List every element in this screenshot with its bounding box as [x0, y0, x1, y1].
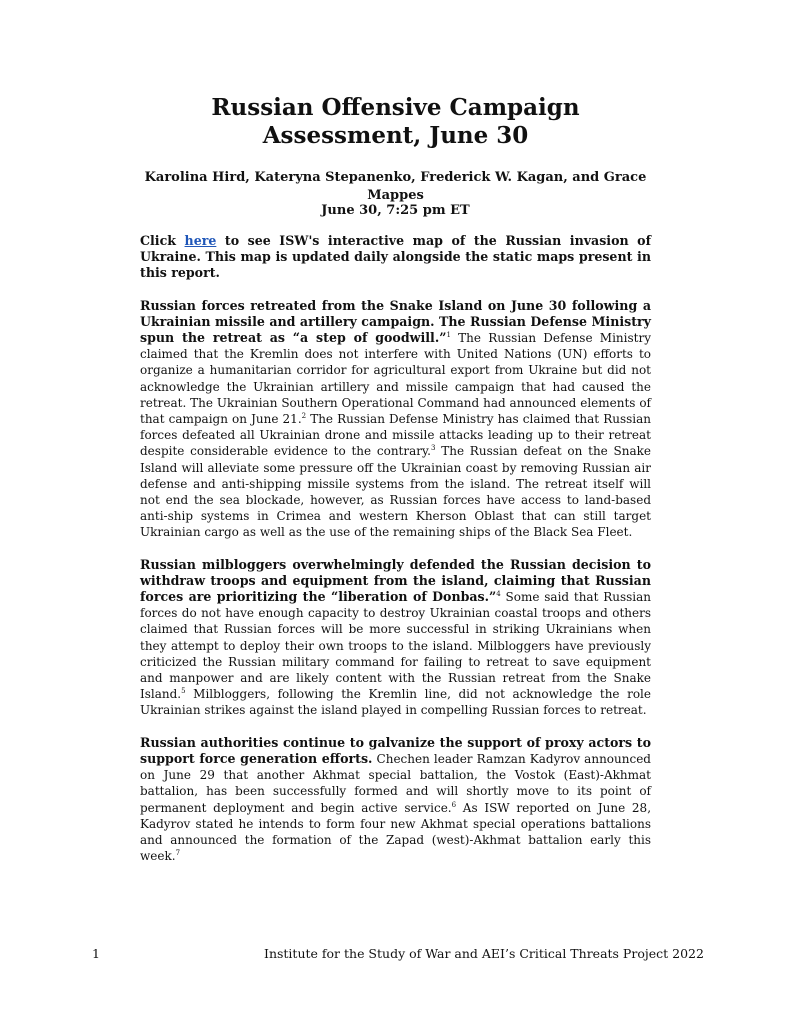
- paragraph-text: The Russian Defense Ministry has claimed that Russian forces defeated all Ukrainian drone and missile attacks leading up to their retreat despite considerable evidence to the contrary.: [140, 412, 651, 459]
- page-number: 1: [92, 946, 100, 961]
- paragraph-text: Some said that Russian forces do not have enough capacity to destroy Ukrainian coastal troops and others claimed that Russian forces will be more successful in striking Ukrainians when they attempt to deploy their own troops to the island. Milbloggers have previously criticized the Russian military command for failing to retreat to save equipment and manpower and are likely content with the Russian retreat from the Snake Island.: [140, 590, 651, 702]
- paragraph-text: Chechen leader Ramzan Kadyrov announced on June 29 that another Akhmat special battalion, the Vostok (East)-Akhmat battalion, has been successfully formed and will shortly move to its point of permanent deployment and begin active service.: [140, 751, 651, 815]
- footnote-ref[interactable]: 1: [446, 331, 451, 340]
- footnote-ref[interactable]: 3: [431, 444, 436, 453]
- interactive-map-intro: [140, 233, 651, 282]
- paragraph-proxy-actors: [140, 735, 651, 865]
- footnote-ref[interactable]: 2: [301, 412, 307, 421]
- report-body: [140, 233, 651, 880]
- footnote-ref[interactable]: 5: [181, 687, 186, 696]
- paragraph-lead: Russian forces retreated from the Snake Island on June 30 following a Ukrainian missile and artillery campaign. The Russian Defense Ministry spun the retreat as “a step of goodwill.”: [140, 297, 651, 346]
- interactive-map-link[interactable]: here: [184, 233, 217, 248]
- paragraph-lead: Russian authorities continue to galvanize the support of proxy actors to support force generation efforts.: [140, 734, 651, 766]
- paragraph-text: The Russian defeat on the Snake Island will alleviate some pressure off the Ukrainian coast by removing Russian air defense and anti-shipping missile systems from the island. The retreat itself will not end the sea blockade, however, as Russian forces have access to land-based anti-ship systems in Crimea and western Kherson Oblast that can still target Ukrainian cargo as well as the use of the remaining ships of the Black Sea Fleet.: [140, 444, 652, 540]
- title-line-2: Assessment, June 30: [262, 122, 529, 149]
- paragraph-snake-island: [140, 298, 651, 541]
- paragraph-milbloggers: [140, 557, 651, 719]
- intro-post: to see ISW's interactive map of the Russian invasion of Ukraine. This map is updated daily alongside the static maps present in this report.: [140, 233, 651, 281]
- paragraph-lead: Russian milbloggers overwhelmingly defended the Russian decision to withdraw troops and equipment from the island, claiming that Russian forces are prioritizing the “liberation of Donbas.”: [140, 556, 651, 605]
- paragraph-text: As ISW reported on June 28, Kadyrov stated he intends to form four new Akhmat special operations battalions and announced the formation of the Zapad (west)-Akhmat battalion early this week.: [140, 800, 652, 864]
- intro-pre: Click: [140, 233, 185, 248]
- footnote-ref[interactable]: 4: [496, 590, 501, 599]
- paragraph-text: Milbloggers, following the Kremlin line, did not acknowledge the role Ukrainian strikes against the island played in compelling Russian forces to retreat.: [140, 687, 651, 718]
- page-footer: [0, 946, 791, 966]
- footer-text: Institute for the Study of War and AEI’s Critical Threats Project 2022: [264, 946, 704, 961]
- publish-datetime: June 30, 7:25 pm ET: [321, 203, 470, 218]
- footnote-ref[interactable]: 7: [175, 849, 181, 858]
- author-byline: Karolina Hird, Kateryna Stepanenko, Frederick W. Kagan, and Grace Mappes: [144, 170, 647, 203]
- footnote-ref[interactable]: 6: [451, 800, 457, 809]
- page-title: [140, 94, 651, 150]
- paragraph-text: The Russian Defense Ministry claimed that the Kremlin does not interfere with United Nations (UN) efforts to organize a humanitarian corridor for agricultural export from Ukraine but did not acknowledge the Ukrainian artillery and missile campaign that had caused the retreat. The Ukrainian Southern Operational Command had announced elements of that campaign on June 21.: [140, 331, 651, 427]
- title-line-1: Russian Offensive Campaign: [211, 94, 580, 121]
